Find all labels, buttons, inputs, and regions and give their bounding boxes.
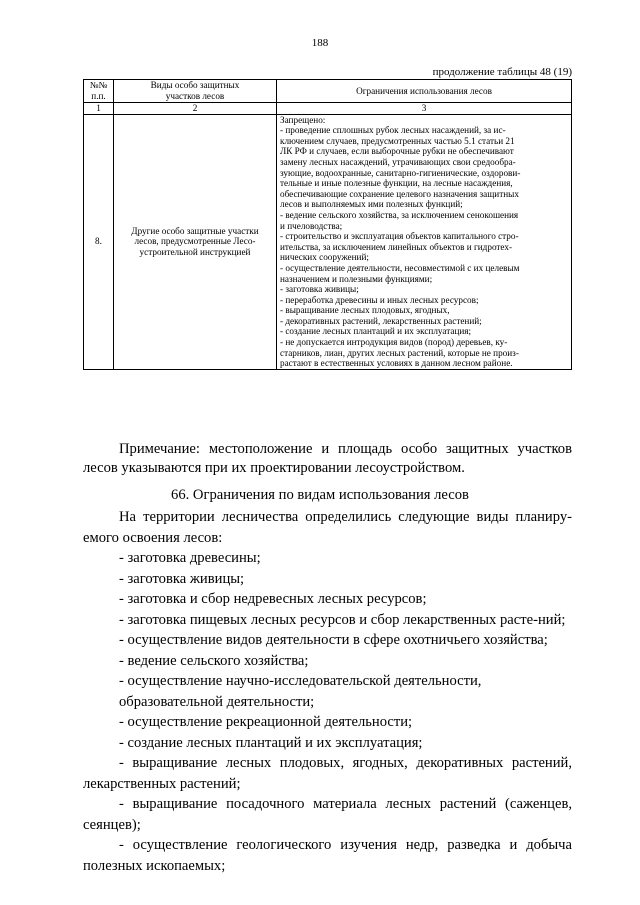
restriction-line: - не допускается интродукция видов (пород) деревьев, ку-	[280, 337, 508, 348]
header-kind: Виды особо защитных участков лесов	[114, 80, 277, 103]
restriction-line: ключением случаев, предусмотренных частью 5.1 статьи 21	[280, 135, 515, 146]
restriction-line: ЛК РФ и случаев, если выборочные рубки не обеспечивают	[280, 146, 514, 157]
row-kind: Другие особо защитные участки лесов, предусмотренные Лесо-устроительной инструкцией	[114, 114, 277, 369]
row-number: 8.	[84, 114, 114, 369]
restriction-line: - выращивание лесных плодовых, ягодных,	[280, 305, 450, 316]
list-item: - осуществление рекреационной деятельности;	[119, 714, 413, 730]
intro-paragraph: На территории лесничества определились следующие виды планиру-емого освоения лесов:	[83, 509, 572, 546]
list-item: образовательной деятельности;	[119, 693, 315, 710]
list-item: - создание лесных плантаций и их эксплуатация;	[119, 734, 423, 751]
list-item: - заготовка и сбор недревесных лесных ресурсов;	[119, 591, 427, 607]
table-continuation-caption: продолжение таблицы 48 (19)	[432, 66, 572, 78]
table-note	[83, 440, 572, 478]
list-item: - ведение сельского хозяйства;	[119, 652, 309, 669]
restriction-line: - переработка древесины и иных лесных ресурсов;	[280, 294, 479, 305]
restriction-line: - создание лесных плантаций и их эксплуатация;	[280, 326, 472, 337]
restriction-line: старников, лиан, других лесных растений, которые не произ-	[280, 347, 519, 358]
restriction-line: ительства, за исключением линейных объектов и гидротех-	[280, 241, 513, 252]
restriction-line: растают в естественных условиях в данном лесном районе.	[280, 358, 513, 369]
restrictions-table	[83, 79, 572, 370]
list-item: - осуществление геологического изучения недр, разведка и добыча полезных ископаемых;	[83, 837, 572, 874]
column-number-2: 2	[114, 103, 277, 115]
list-item: - осуществление видов деятельности в сфере охотничьего хозяйства;	[119, 632, 548, 648]
restriction-line: лесов и выполняемых ими полезных функций;	[280, 199, 463, 210]
row-restrictions	[277, 114, 572, 369]
list-item: - заготовка древесины;	[119, 550, 261, 566]
restriction-line: тельные и иные полезные функции, на лесные насаждения,	[280, 178, 513, 189]
restriction-line: Запрещено:	[280, 114, 326, 125]
column-number-3: 3	[277, 103, 572, 115]
restriction-line: - строительство и эксплуатация объектов капитального стро-	[280, 231, 519, 242]
page-number: 188	[311, 37, 329, 49]
section-title: 66. Ограничения по видам использования лесов	[171, 487, 469, 503]
restriction-line: - декоративных растений, лекарственных растений;	[280, 315, 482, 326]
table-row	[84, 114, 572, 369]
restriction-line: - ведение сельского хозяйства, за исключением сенокошения	[280, 209, 519, 220]
note-text: Примечание: местоположение и площадь особо защитных участков лесов указываются при их проектировании лесоустройством.	[83, 441, 572, 476]
section-body	[83, 507, 572, 876]
list-item: - заготовка пищевых лесных ресурсов и сбор лекарственных расте-ний;	[119, 611, 566, 628]
list-item: - заготовка живицы;	[119, 570, 245, 587]
header-restrictions: Ограничения использования лесов	[277, 80, 572, 103]
restriction-line: обеспечивающие сохранение целевого назначения защитных	[280, 188, 519, 199]
header-number: №№ п.п.	[84, 80, 114, 103]
restriction-line: нических сооружений;	[280, 252, 369, 263]
restriction-line: назначением и полезными функциями;	[280, 273, 433, 284]
restriction-line: - проведение сплошных рубок лесных насаждений, за ис-	[280, 125, 506, 136]
restriction-line: - осуществление деятельности, несовместимой с их целевым	[280, 262, 520, 273]
list-item: - выращивание посадочного материала лесных растений (саженцев, сеянцев);	[83, 796, 572, 833]
restriction-line: - заготовка живицы;	[280, 284, 359, 295]
restriction-line: замену лесных насаждений, утрачивающих свои средообра-	[280, 156, 516, 167]
list-item: - выращивание лесных плодовых, ягодных, декоративных растений, лекарственных растений;	[83, 755, 572, 792]
table-column-numbers-row	[84, 103, 572, 115]
restriction-line: зующие, водоохранные, санитарно-гигиенические, оздорови-	[280, 167, 521, 178]
restriction-line: и пчеловодства;	[280, 220, 343, 231]
column-number-1: 1	[84, 103, 114, 115]
list-item: - осуществление научно-исследовательской деятельности,	[119, 673, 482, 689]
table-header-row	[84, 80, 572, 103]
